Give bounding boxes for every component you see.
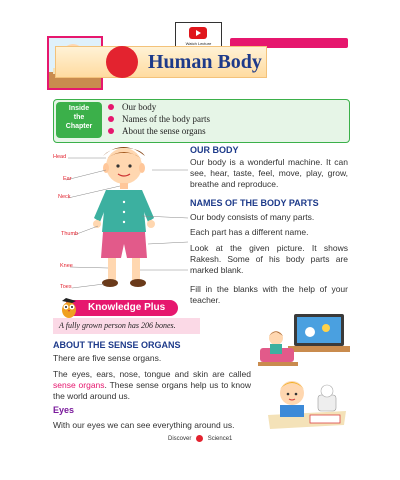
our-body-heading: OUR BODY	[190, 145, 239, 155]
page-title: Human Body	[148, 51, 262, 73]
sense-organs-p2-start: The eyes, ears, nose, tongue and skin are called	[53, 369, 251, 379]
knowledge-plus-label: Knowledge Plus	[88, 302, 166, 313]
label-knee: Knee	[60, 263, 73, 269]
label-head: Head	[53, 154, 67, 160]
badge-line: Inside	[68, 105, 90, 112]
badge-line: Chapter	[65, 123, 93, 130]
footer-logo-icon	[196, 435, 203, 442]
chapter-number-circle	[106, 46, 138, 78]
topic-item: Our body	[108, 101, 210, 113]
label-ear: Ear	[63, 176, 72, 182]
our-body-text: Our body is a wonderful machine. It can see, hear, taste, feel, move, play, grow, breathe and reproduce.	[190, 157, 348, 189]
names-p2: Each part has a different name.	[190, 227, 309, 237]
sense-organs-p2	[53, 369, 251, 402]
names-p1: Our body consists of many parts.	[190, 212, 315, 222]
names-p3: Look at the given picture. It shows Rakesh. Some of his body parts are marked blank.	[190, 243, 348, 275]
page-footer	[168, 435, 232, 442]
sense-organs-highlight: sense organs	[53, 380, 105, 390]
chapter-topics-list	[108, 101, 210, 137]
play-icon	[189, 27, 207, 39]
studying-boy-illustration	[258, 375, 350, 433]
sense-organs-p2-end: . These sense organs help us to know the world around us.	[53, 380, 251, 401]
video-caption: Watch Lecture	[185, 41, 212, 46]
sense-organs-p1: There are five sense organs.	[53, 353, 162, 363]
owl-mascot-icon	[60, 297, 78, 319]
boy-body-figure	[48, 140, 188, 300]
topic-item: About the sense organs	[108, 125, 210, 137]
eyes-heading: Eyes	[53, 405, 75, 415]
footer-right: Science1	[207, 436, 233, 443]
tv-watching-illustration	[258, 310, 350, 370]
inside-chapter-badge	[56, 102, 102, 138]
label-thumb: Thumb	[61, 231, 79, 237]
footer-left: Discover	[168, 436, 192, 443]
names-heading: NAMES OF THE BODY PARTS	[190, 198, 319, 208]
badge-line: the	[73, 114, 85, 121]
sense-organs-heading: ABOUT THE SENSE ORGANS	[53, 340, 181, 350]
knowledge-plus-fact: A fully grown person has 206 bones.	[53, 318, 200, 334]
label-neck: Neck	[58, 194, 71, 200]
names-p4: Fill in the blanks with the help of your teacher.	[190, 284, 348, 305]
label-toes: Toes	[60, 284, 72, 290]
topic-item: Names of the body parts	[108, 113, 210, 125]
eyes-text: With our eyes we can see everything around us.	[53, 420, 235, 430]
knowledge-plus-banner	[66, 300, 178, 316]
